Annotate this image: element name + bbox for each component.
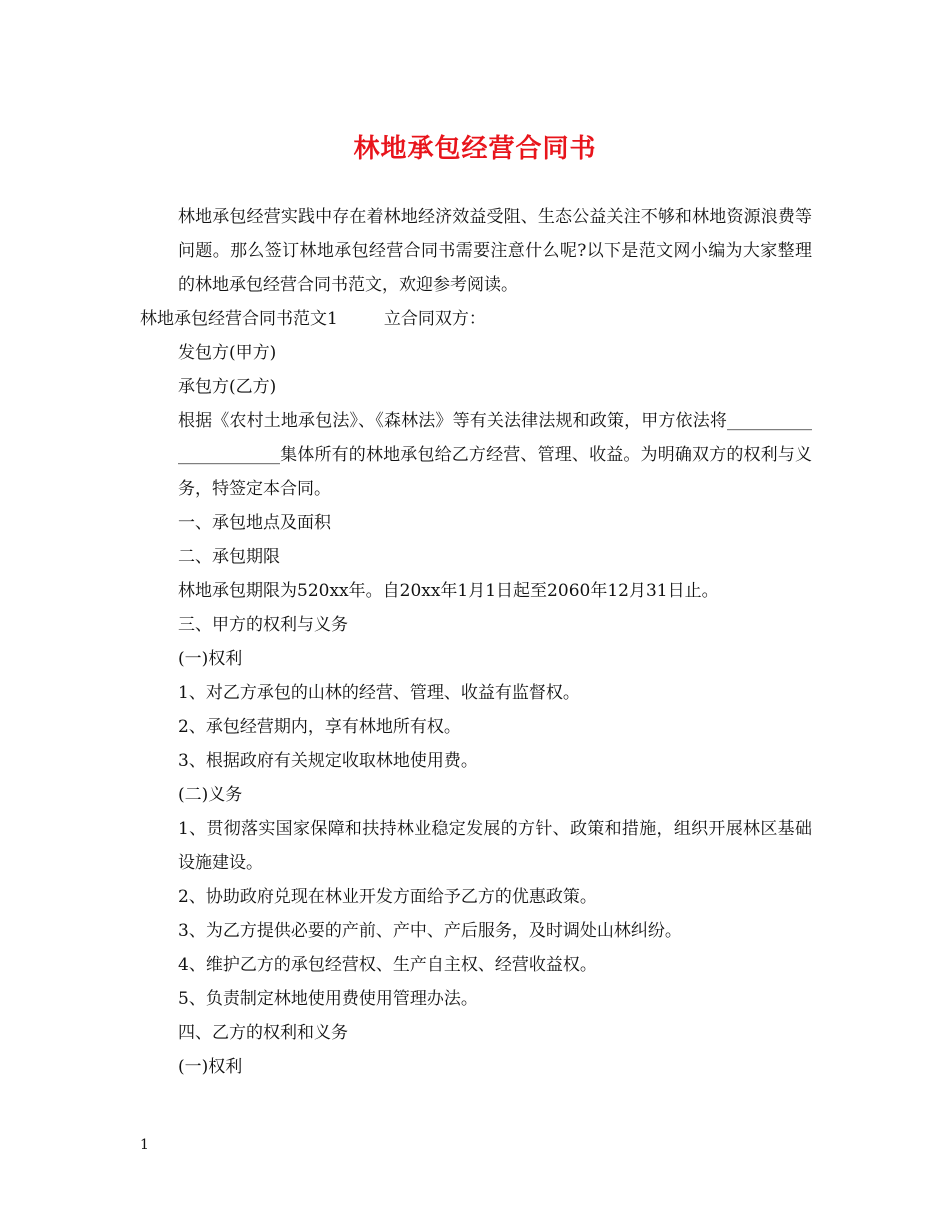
- list-item: 2、协助政府兑现在林业开发方面给予乙方的优惠政策。: [178, 887, 597, 907]
- sample-heading-line: [140, 302, 812, 336]
- list-item: 4、维护乙方的承包经营权、生产自主权、经营收益权。: [178, 955, 597, 975]
- subsection-b-rights: (一)权利: [178, 1057, 243, 1077]
- section-heading-2: 二、承包期限: [178, 547, 280, 567]
- parties-label: 立合同双方：: [383, 309, 486, 329]
- list-item: 2、承包经营期内，享有林地所有权。: [178, 717, 461, 737]
- party-a: 发包方(甲方): [178, 343, 277, 363]
- section-heading-3: 三、甲方的权利与义务: [178, 615, 348, 635]
- page-number: 1: [140, 1137, 149, 1153]
- section-heading-4: 四、乙方的权利和义务: [178, 1023, 348, 1043]
- term-paragraph: 林地承包期限为520xx年。自20xx年1月1日起至2060年12月31日止。: [178, 581, 719, 601]
- list-item: 3、为乙方提供必要的产前、产中、产后服务，及时调处山林纠纷。: [178, 921, 682, 941]
- section-heading-1: 一、承包地点及面积: [178, 513, 331, 533]
- document-body: [140, 200, 812, 1084]
- document-title: 林地承包经营合同书: [353, 134, 597, 164]
- subsection-a-duties: (二)义务: [178, 785, 243, 805]
- list-item: 3、根据政府有关规定收取林地使用费。: [178, 751, 478, 771]
- intro-paragraph: 林地承包经营实践中存在着林地经济效益受阻、生态公益关注不够和林地资源浪费等问题。那么签订林地承包经营合同书需要注意什么呢?以下是范文网小编为大家整理的林地承包经营合同书范文，欢迎参考阅读。: [178, 207, 812, 295]
- sample-heading: 林地承包经营合同书范文1: [140, 309, 338, 329]
- basis-paragraph: 根据《农村土地承包法》、《森林法》等有关法律法规和政策，甲方依法将______________________集体所有的林地承包给乙方经营、管理、收益。为明确双方的权利与义务，特签定本合同。: [178, 411, 812, 499]
- subsection-a-rights: (一)权利: [178, 649, 243, 669]
- list-item: 1、贯彻落实国家保障和扶持林业稳定发展的方针、政策和措施，组织开展林区基础设施建设。: [178, 819, 812, 873]
- list-item: 5、负责制定林地使用费使用管理办法。: [178, 989, 478, 1009]
- party-b: 承包方(乙方): [178, 377, 277, 397]
- list-item: 1、对乙方承包的山林的经营、管理、收益有监督权。: [178, 683, 580, 703]
